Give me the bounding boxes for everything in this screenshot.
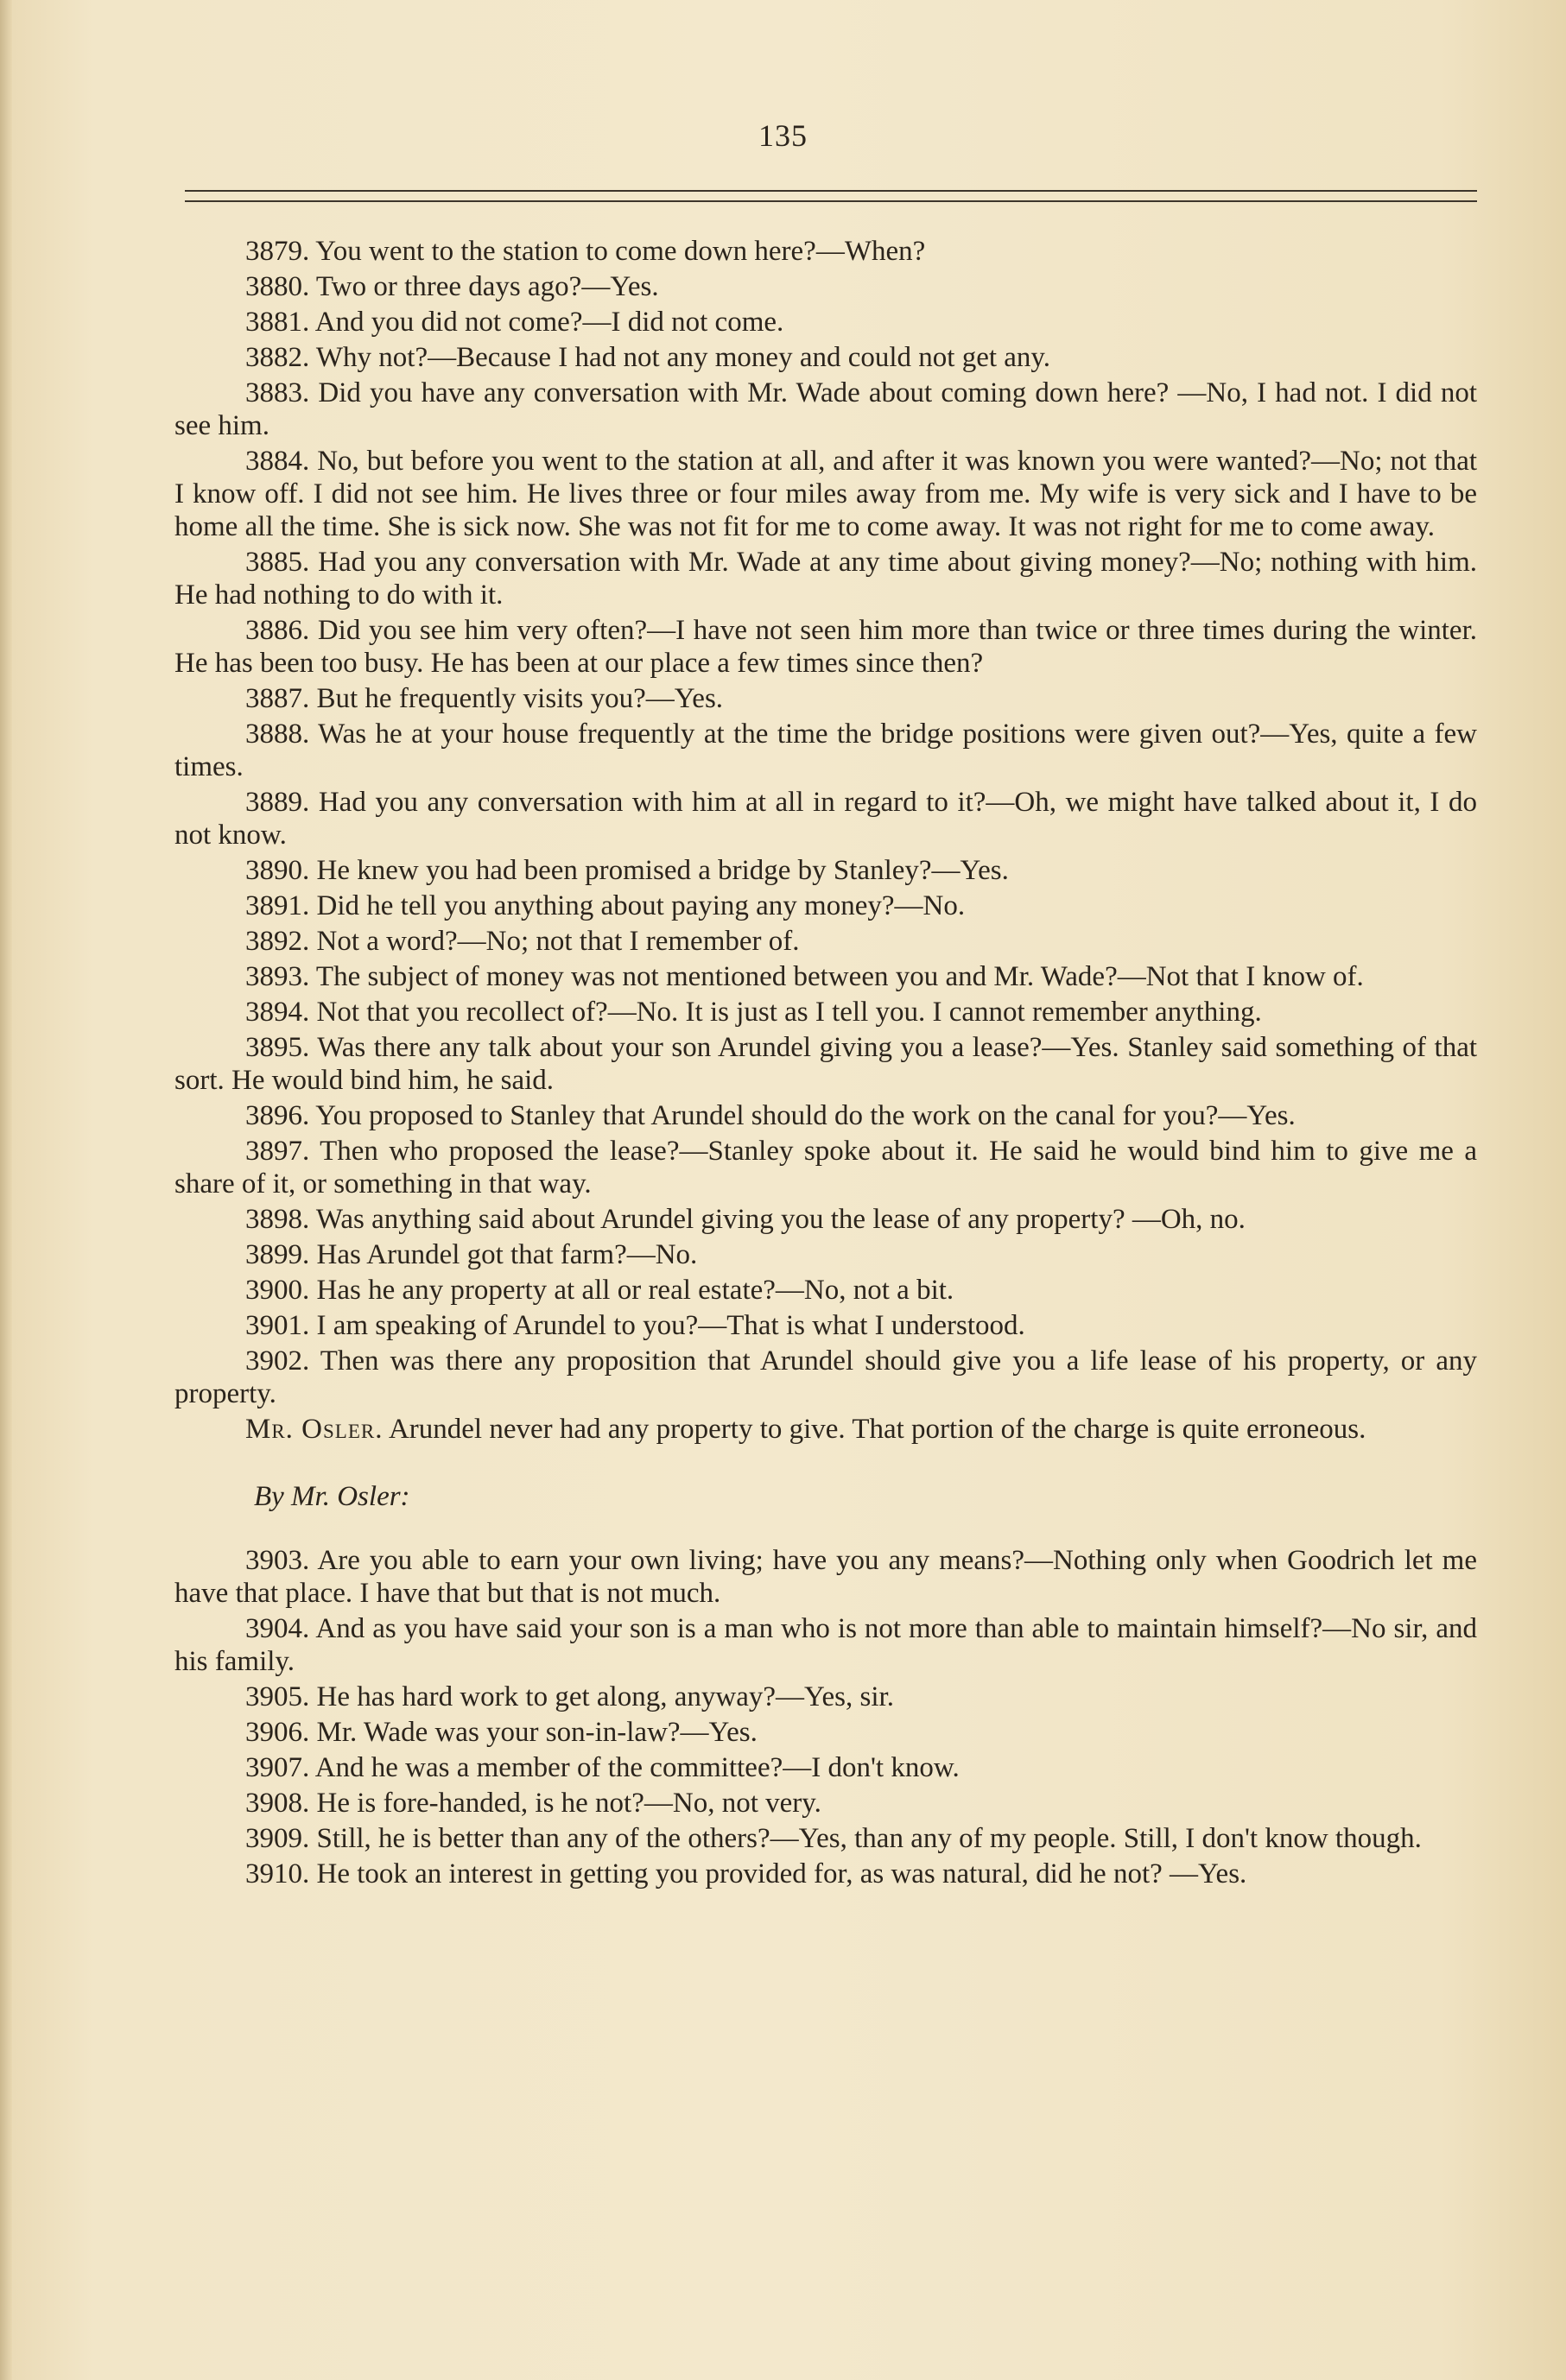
question-paragraph	[174, 854, 1477, 887]
testimony-group-2	[174, 1544, 1477, 1890]
question-number: 3893.	[245, 961, 310, 992]
section-heading: By Mr. Osler:	[254, 1481, 410, 1512]
question-number: 3896.	[245, 1100, 310, 1131]
question-text: Had you any conversation with him at all in regard to it?—Oh, we might have talked about it, I do not know.	[174, 787, 1478, 851]
question-text: Was anything said about Arundel giving you the lease of any property? —Oh, no.	[315, 1204, 1246, 1235]
question-paragraph	[174, 786, 1477, 851]
question-text: Still, he is better than any of the others?—Yes, than any of my people. Still, I don't know though.	[316, 1823, 1422, 1854]
question-number: 3910.	[245, 1858, 310, 1889]
question-number: 3898.	[245, 1204, 310, 1235]
question-paragraph	[174, 718, 1477, 783]
question-number: 3888.	[245, 718, 310, 750]
question-paragraph	[174, 270, 1477, 303]
question-paragraph	[174, 1274, 1477, 1307]
header-rule-bottom	[185, 200, 1477, 202]
question-text: Was there any talk about your son Arundel giving you a lease?—Yes. Stanley said something of that sort. He would bind him, he said.	[174, 1032, 1478, 1096]
question-number: 3907.	[245, 1752, 310, 1783]
question-number: 3909.	[245, 1823, 310, 1854]
question-text: You went to the station to come down here?—When?	[315, 236, 926, 267]
question-paragraph	[174, 682, 1477, 715]
question-text: Did you have any conversation with Mr. Wade about coming down here? —No, I had not. I did not see him.	[174, 377, 1477, 441]
question-number: 3887.	[245, 683, 310, 714]
question-text: Why not?—Because I had not any money and could not get any.	[315, 342, 1051, 373]
question-text: And as you have said your son is a man who is not more than able to maintain himself?—No sir, and his family.	[174, 1613, 1477, 1677]
question-paragraph	[174, 1858, 1477, 1890]
question-number: 3897.	[245, 1136, 310, 1167]
question-number: 3902.	[245, 1345, 310, 1377]
question-number: 3885.	[245, 547, 310, 578]
question-number: 3884.	[245, 446, 310, 477]
question-paragraph	[174, 1822, 1477, 1855]
question-number: 3892.	[245, 926, 310, 957]
question-paragraph	[174, 1544, 1477, 1610]
question-number: 3908.	[245, 1788, 310, 1819]
osler-remark	[174, 1413, 1477, 1446]
question-number: 3904.	[245, 1613, 310, 1644]
question-text: Was he at your house frequently at the time the bridge positions were given out?—Yes, quite a few times.	[174, 718, 1478, 782]
question-number: 3900.	[245, 1275, 310, 1306]
question-paragraph	[174, 1099, 1477, 1132]
binding-edge	[0, 0, 12, 2380]
question-text: Are you able to earn your own living; have you any means?—Nothing only when Goodrich let me have that place. I have that but that is not much.	[174, 1545, 1477, 1609]
question-paragraph	[174, 306, 1477, 339]
question-paragraph	[174, 445, 1477, 543]
question-text: He knew you had been promised a bridge by Stanley?—Yes.	[316, 855, 1009, 886]
question-text: And you did not come?—I did not come.	[314, 307, 784, 338]
question-paragraph	[174, 1751, 1477, 1784]
question-text: But he frequently visits you?—Yes.	[316, 683, 724, 714]
question-number: 3903.	[245, 1545, 310, 1576]
question-text: Not a word?—No; not that I remember of.	[316, 926, 800, 957]
question-text: He took an interest in getting you provided for, as was natural, did he not? —Yes.	[316, 1858, 1247, 1889]
question-paragraph	[174, 341, 1477, 374]
question-number: 3894.	[245, 997, 310, 1028]
question-paragraph	[174, 1135, 1477, 1200]
question-number: 3889.	[245, 787, 310, 818]
question-text: No, but before you went to the station at all, and after it was known you were wanted?—No; not that I know off. I did not see him. He lives three or four miles away from me. My wife is very sick and I have to be home all the time. She is sick now. She was not fit for me to come away. It was not right for me to come away.	[174, 446, 1478, 542]
question-number: 3891.	[245, 890, 310, 921]
question-paragraph	[174, 1345, 1477, 1410]
question-text: Mr. Wade was your son-in-law?—Yes.	[316, 1717, 758, 1748]
question-text: He has hard work to get along, anyway?—Yes, sir.	[316, 1681, 894, 1712]
question-text: Did you see him very often?—I have not seen him more than twice or three times during the winter. He has been too busy. He has been at our place a few times since then?	[174, 615, 1478, 679]
speaker-name: Mr. Osler.	[245, 1414, 384, 1445]
question-text: Has he any property at all or real estate?—No, not a bit.	[316, 1275, 954, 1306]
question-paragraph	[174, 1238, 1477, 1271]
question-number: 3901.	[245, 1310, 310, 1341]
page-number: 135	[758, 118, 808, 153]
question-number: 3881.	[245, 307, 310, 338]
question-paragraph	[174, 614, 1477, 680]
question-paragraph	[174, 377, 1477, 442]
question-number: 3886.	[245, 615, 310, 646]
testimony-group-1	[174, 235, 1477, 1410]
question-text: Not that you recollect of?—No. It is just as I tell you. I cannot remember anything.	[316, 997, 1262, 1028]
question-text: Two or three days ago?—Yes.	[315, 271, 659, 302]
question-paragraph	[174, 960, 1477, 993]
question-paragraph	[174, 1031, 1477, 1097]
header-rule-top	[185, 190, 1477, 192]
question-number: 3883.	[245, 377, 310, 408]
question-number: 3890.	[245, 855, 310, 886]
question-text: Then who proposed the lease?—Stanley spoke about it. He said he would bind him to give me a share of it, or something in that way.	[174, 1136, 1478, 1199]
question-text: Had you any conversation with Mr. Wade at any time about giving money?—No; nothing with him. He had nothing to do with it.	[174, 547, 1477, 611]
question-number: 3880.	[245, 271, 310, 302]
question-paragraph	[174, 996, 1477, 1029]
question-text: I am speaking of Arundel to you?—That is what I understood.	[316, 1310, 1025, 1341]
question-text: He is fore-handed, is he not?—No, not very.	[316, 1788, 821, 1819]
question-number: 3905.	[245, 1681, 310, 1712]
question-paragraph	[174, 235, 1477, 268]
question-paragraph	[174, 1681, 1477, 1713]
question-paragraph	[174, 1612, 1477, 1678]
question-text: Did he tell you anything about paying any money?—No.	[316, 890, 966, 921]
question-text: You proposed to Stanley that Arundel should do the work on the canal for you?—Yes.	[315, 1100, 1296, 1131]
question-text: Has Arundel got that farm?—No.	[316, 1239, 698, 1270]
question-paragraph	[174, 1309, 1477, 1342]
question-text: The subject of money was not mentioned between you and Mr. Wade?—Not that I know of.	[315, 961, 1364, 992]
question-paragraph	[174, 1787, 1477, 1820]
question-number: 3895.	[245, 1032, 310, 1063]
question-number: 3879.	[245, 236, 310, 267]
transcript-body	[174, 235, 1477, 1893]
question-text: And he was a member of the committee?—I don't know.	[314, 1752, 960, 1783]
question-paragraph	[174, 925, 1477, 958]
question-paragraph	[174, 1203, 1477, 1236]
remark-text: Arundel never had any property to give. That portion of the charge is quite erroneous.	[388, 1414, 1366, 1445]
question-number: 3882.	[245, 342, 310, 373]
question-number: 3899.	[245, 1239, 310, 1270]
question-paragraph	[174, 889, 1477, 922]
question-paragraph	[174, 1716, 1477, 1749]
question-text: Then was there any proposition that Arundel should give you a life lease of his property, or any property.	[174, 1345, 1478, 1409]
question-number: 3906.	[245, 1717, 310, 1748]
question-paragraph	[174, 546, 1477, 611]
